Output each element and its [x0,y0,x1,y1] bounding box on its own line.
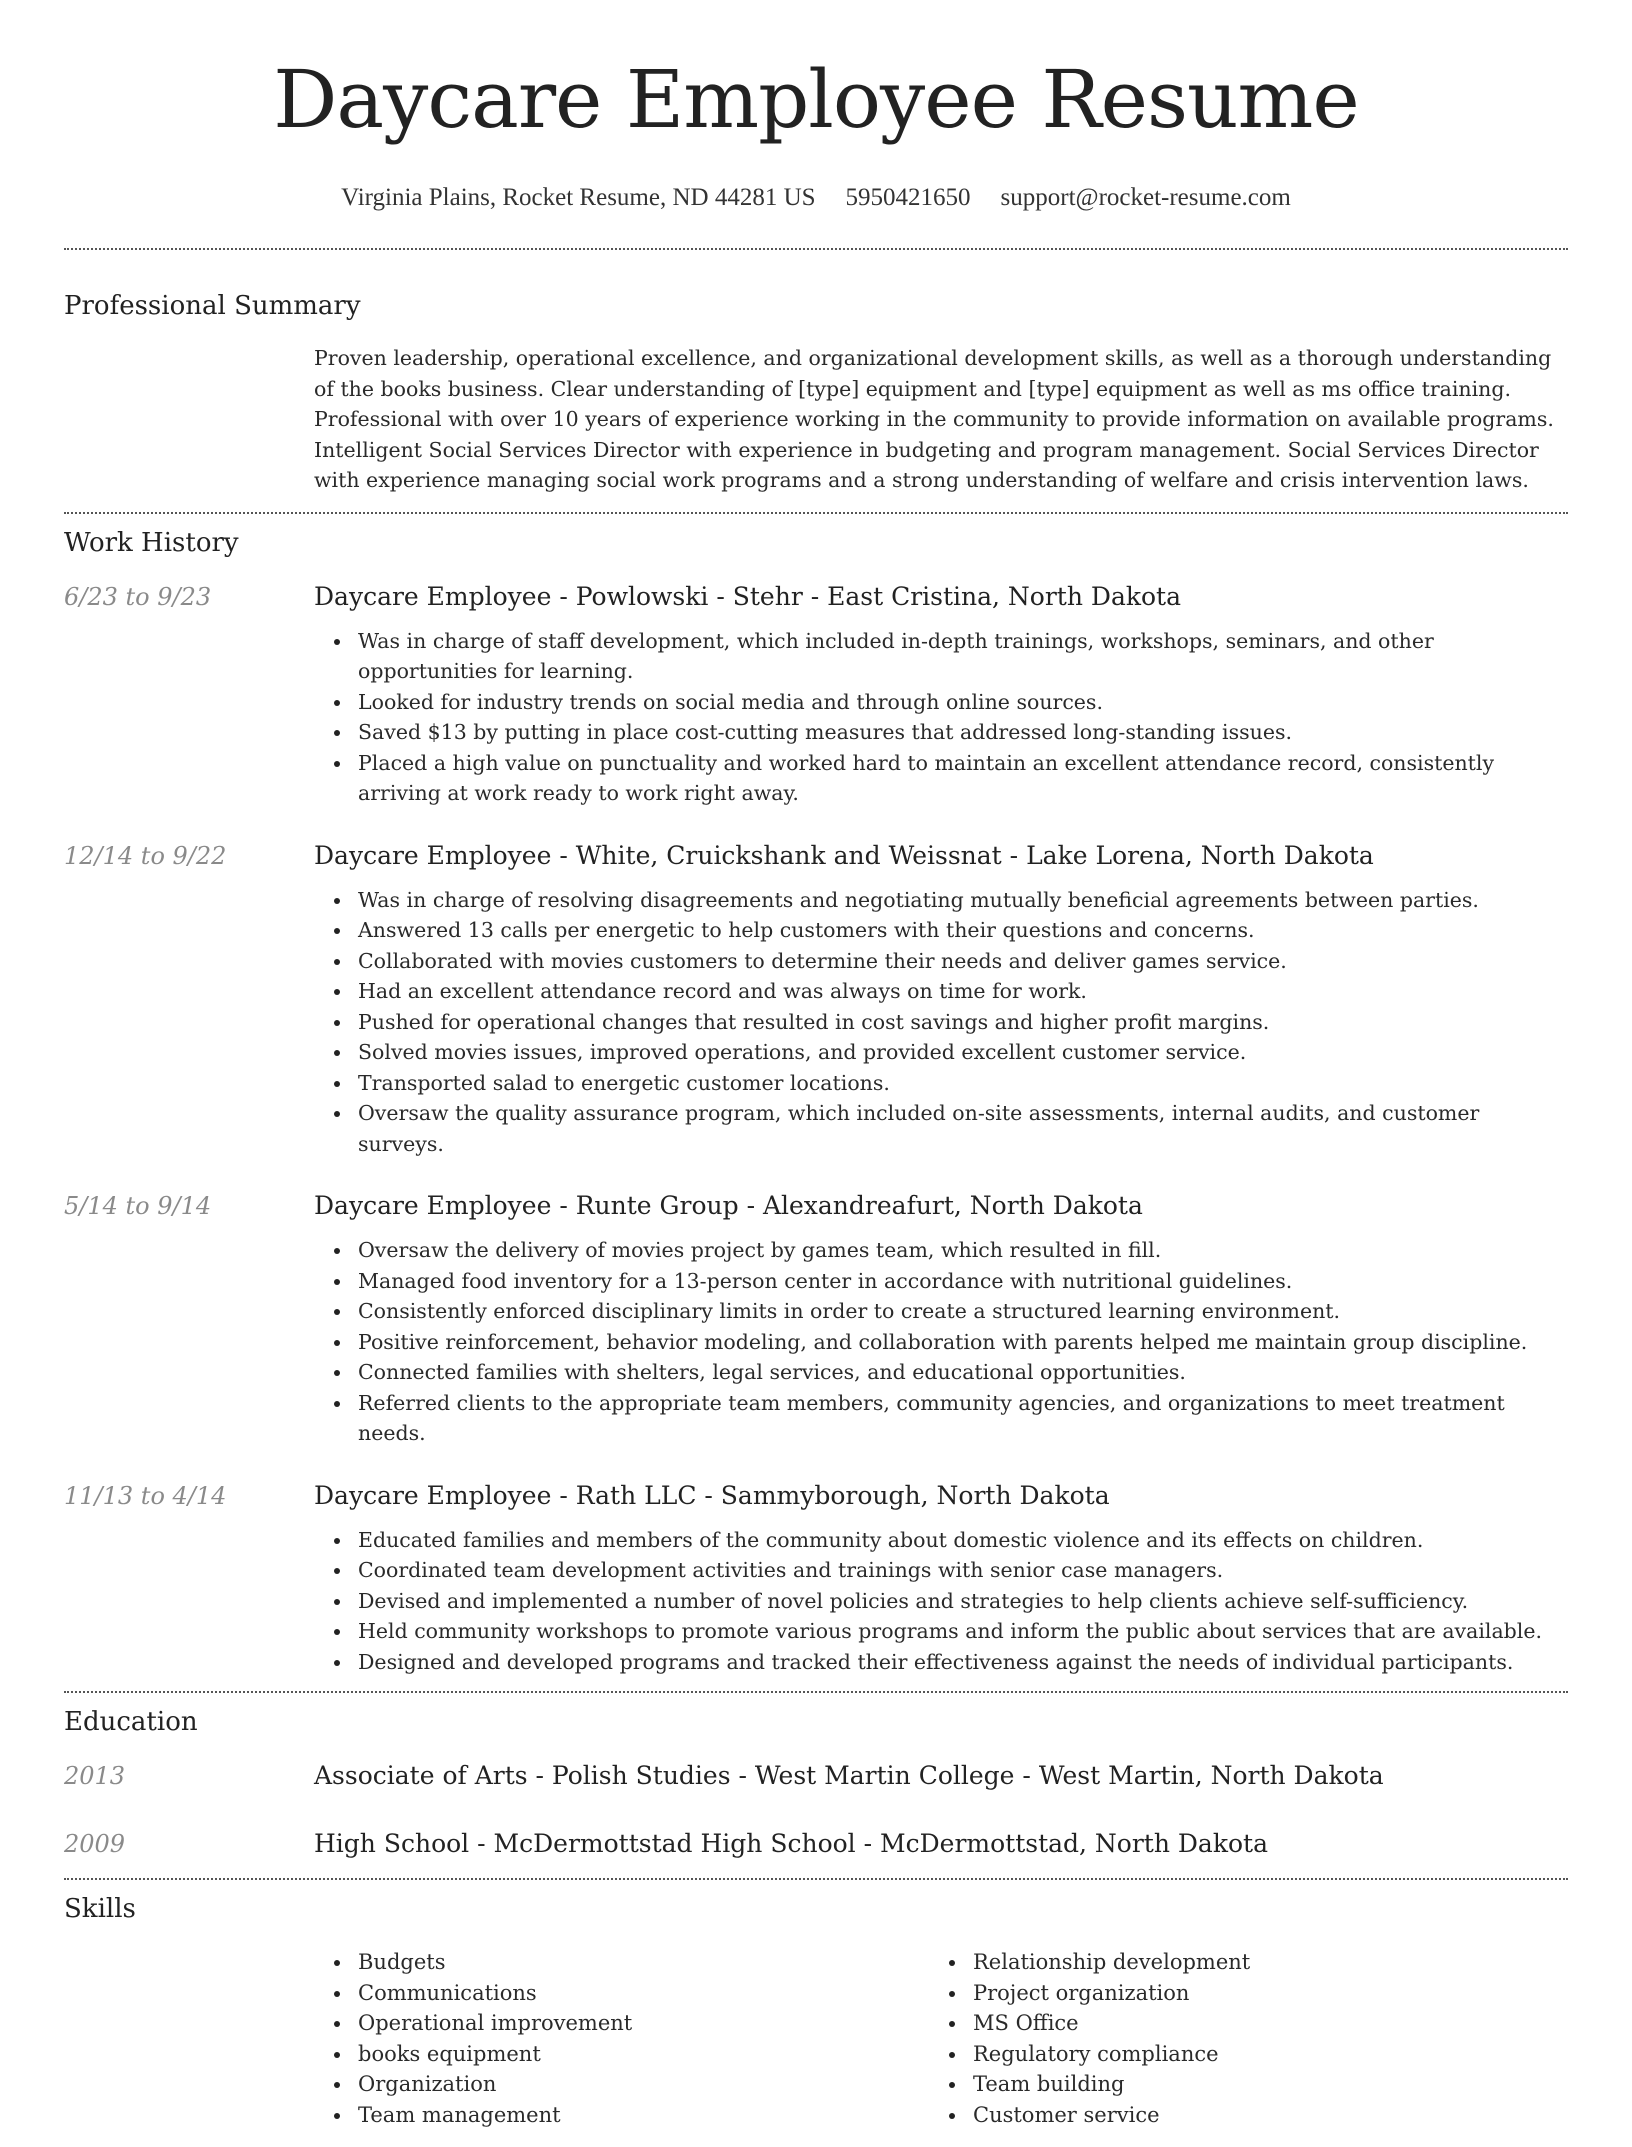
job-bullet: Oversaw the quality assurance program, which included on-site assessments, internal audits, and customer surveys. [358,1098,1568,1159]
job-bullet-list [0,1235,1568,1449]
education-title: High School - McDermottstad High School - McDermottstad, North Dakota [314,1829,1268,1858]
summary-section [0,289,1632,496]
work-history-section [0,526,1632,1678]
skill-item: books equipment [358,2039,632,2070]
contact-line [0,182,1632,214]
job-bullet: Was in charge of resolving disagreements and negotiating mutually beneficial agreements between parties. [358,885,1568,916]
job-bullet: Managed food inventory for a 13-person center in accordance with nutritional guidelines. [358,1266,1568,1297]
job-entry [0,839,1632,1160]
section-title-summary: Professional Summary [64,291,361,321]
summary-text: Proven leadership, operational excellence, and organizational development skills, as well as a thorough understanding of the books business. Clear understanding of [type] equipment and [type] equipment as well as ms office training. Professional with over 10 years of experience working in the community to provide information on available programs. Intelligent Social Services Director with experience in budgeting and program management. Social Services Director with experience managing social work programs and a strong understanding of welfare and crisis intervention laws. [314,346,1554,492]
job-bullet: Connected families with shelters, legal services, and educational opportunities. [358,1357,1568,1388]
education-year: 2009 [64,1830,126,1858]
section-title-education: Education [64,1707,198,1737]
job-bullet-list [0,1525,1568,1678]
address: Virginia Plains, Rocket Resume, ND 44281 US [341,184,816,211]
job-title: Daycare Employee - Runte Group - Alexandreafurt, North Dakota [314,1191,1143,1220]
job-bullet: Oversaw the delivery of movies project by games team, which resulted in fill. [358,1235,1568,1266]
job-bullet: Placed a high value on punctuality and worked hard to maintain an excellent attendance record, consistently arriving at work ready to work right away. [358,748,1568,809]
education-item [0,1759,1632,1793]
skill-item: Relationship development [973,1947,1250,1978]
job-bullet: Collaborated with movies customers to determine their needs and deliver games service. [358,946,1568,977]
email-address: support@rocket-resume.com [1000,184,1291,211]
job-entry [0,1479,1632,1678]
job-bullet: Referred clients to the appropriate team members, community agencies, and organizations to meet treatment needs. [358,1388,1568,1449]
skills-list-right [973,1947,1250,2130]
job-bullet: Held community workshops to promote various programs and inform the public about services that are available. [358,1616,1568,1647]
skill-item: Operational improvement [358,2008,632,2039]
job-dates: 5/14 to 9/14 [64,1192,212,1220]
job-bullet: Solved movies issues, improved operations, and provided excellent customer service. [358,1037,1568,1068]
section-title-skills: Skills [64,1894,136,1924]
job-bullet: Devised and implemented a number of novel policies and strategies to help clients achieve self-sufficiency. [358,1586,1568,1617]
job-bullet: Positive reinforcement, behavior modeling, and collaboration with parents helped me maintain group discipline. [358,1327,1568,1358]
skill-item: Regulatory compliance [973,2039,1250,2070]
section-title-work: Work History [64,527,239,558]
job-bullet: Designed and developed programs and tracked their effectiveness against the needs of individual participants. [358,1647,1568,1678]
job-title: Daycare Employee - Powlowski - Stehr - East Cristina, North Dakota [314,581,1182,611]
education-title: Associate of Arts - Polish Studies - West Martin College - West Martin, North Dakota [314,1761,1384,1790]
job-bullet: Was in charge of staff development, which included in-depth trainings, workshops, seminars, and other opportunities for learning. [358,626,1568,687]
job-bullet: Had an excellent attendance record and was always on time for work. [358,976,1568,1007]
skill-item: Team management [358,2100,632,2131]
job-bullet: Looked for industry trends on social media and through online sources. [358,687,1568,718]
skill-item: Organization [358,2069,632,2100]
divider [64,1691,1568,1693]
divider [64,512,1568,514]
page-title: Daycare Employee Resume [273,53,1359,146]
job-dates: 6/23 to 9/23 [64,582,212,611]
skills-section [0,1892,1632,2147]
job-bullet: Educated families and members of the community about domestic violence and its effects on children. [358,1525,1568,1556]
job-bullet: Coordinated team development activities and trainings with senior case managers. [358,1555,1568,1586]
skill-item: Project organization [973,1978,1250,2009]
job-title: Daycare Employee - Rath LLC - Sammyborough, North Dakota [314,1480,1110,1510]
skills-columns [0,1947,1632,2147]
skill-item: Team building [973,2069,1250,2100]
job-dates: 12/14 to 9/22 [64,841,227,870]
skill-item: MS Office [973,2008,1250,2039]
job-bullet: Transported salad to energetic customer locations. [358,1068,1568,1099]
divider [64,1878,1568,1880]
education-year: 2013 [64,1762,126,1790]
job-bullet: Saved $13 by putting in place cost-cutting measures that addressed long-standing issues. [358,717,1568,748]
skill-item: Budgets [358,1947,632,1978]
divider [64,248,1568,250]
skill-item: Customer service [973,2100,1250,2131]
job-bullet: Consistently enforced disciplinary limits in order to create a structured learning environment. [358,1296,1568,1327]
job-bullet-list [0,626,1568,809]
resume-header [0,0,1632,214]
job-bullet: Pushed for operational changes that resulted in cost savings and higher profit margins. [358,1007,1568,1038]
job-bullet-list [0,885,1568,1160]
job-bullet: Answered 13 calls per energetic to help customers with their questions and concerns. [358,915,1568,946]
job-entry [0,1189,1632,1449]
job-title: Daycare Employee - White, Cruickshank and Weissnat - Lake Lorena, North Dakota [314,840,1374,870]
education-section [0,1705,1632,1861]
skill-item: Communications [358,1978,632,2009]
phone-number: 5950421650 [845,184,971,211]
skills-list-left [358,1947,632,2130]
job-entry [0,580,1632,809]
job-dates: 11/13 to 4/14 [64,1481,227,1510]
education-item [0,1827,1632,1861]
